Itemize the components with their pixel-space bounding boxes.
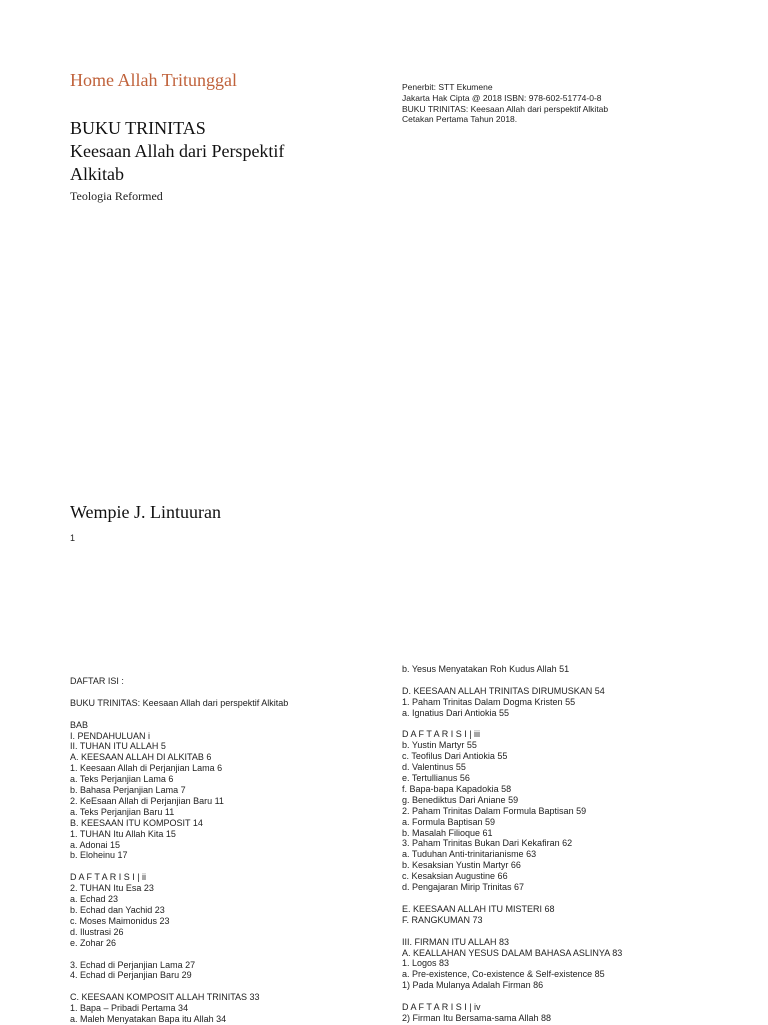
book-title-line: BUKU TRINITAS bbox=[70, 118, 206, 138]
toc-entry: g. Benediktus Dari Aniane 59 bbox=[402, 794, 519, 805]
publisher-line: BUKU TRINITAS: Keesaan Allah dari perspektif Alkitab bbox=[402, 103, 609, 114]
toc-entry: 3. Paham Trinitas Bukan Dari Kekafiran 62 bbox=[402, 838, 573, 849]
toc-entry: 2. TUHAN Itu Esa 23 bbox=[70, 883, 154, 894]
toc-entry: B. KEESAAN ITU KOMPOSIT 14 bbox=[70, 817, 203, 828]
toc-entry: D A F T A R I S I | iii bbox=[402, 729, 481, 740]
toc-entry: a. Pre-existence, Co-existence & Self-existence 85 bbox=[402, 969, 605, 980]
toc-entry: A. KEALLAHAN YESUS DALAM BAHASA ASLINYA 83 bbox=[402, 947, 623, 958]
toc-entry: a. Maleh Menyatakan Bapa itu Allah 34 bbox=[70, 1014, 227, 1025]
page-number: 1 bbox=[70, 533, 76, 543]
site-title[interactable]: Home Allah Tritunggal bbox=[70, 70, 238, 90]
toc-entry: BUKU TRINITAS: Keesaan Allah dari perspektif Alkitab bbox=[70, 697, 289, 708]
toc-entry: BAB bbox=[70, 719, 89, 730]
toc-spacer bbox=[70, 949, 370, 960]
toc-entry: 1. Logos 83 bbox=[402, 958, 450, 969]
toc-spacer bbox=[70, 687, 370, 698]
book-subtitle: Teologia Reformed bbox=[70, 189, 163, 203]
toc-entry: c. Kesaksian Augustine 66 bbox=[402, 871, 508, 882]
toc-entry: 2. Paham Trinitas Dalam Formula Baptisan 59 bbox=[402, 805, 587, 816]
toc-entry: b. Yustin Martyr 55 bbox=[402, 740, 477, 751]
toc-entry: D A F T A R I S I | iv bbox=[402, 1002, 481, 1013]
toc-entry: b. Masalah Filioque 61 bbox=[402, 827, 493, 838]
toc-entry: E. KEESAAN ALLAH ITU MISTERI 68 bbox=[402, 903, 555, 914]
toc-spacer bbox=[402, 893, 702, 904]
toc-entry: f. Bapa-bapa Kapadokia 58 bbox=[402, 783, 512, 794]
toc-entry: a. Teks Perjanjian Baru 11 bbox=[70, 806, 175, 817]
toc-entry: e. Zohar 26 bbox=[70, 937, 117, 948]
toc-entry: III. FIRMAN ITU ALLAH 83 bbox=[402, 936, 510, 947]
toc-spacer bbox=[402, 675, 702, 686]
toc-entry: a. Ignatius Dari Antiokia 55 bbox=[402, 707, 510, 718]
toc-entry: DAFTAR ISI : bbox=[70, 676, 124, 686]
toc-spacer bbox=[70, 709, 370, 720]
toc-entry: e. Tertullianus 56 bbox=[402, 773, 470, 784]
toc-spacer bbox=[70, 861, 370, 872]
toc-entry: 1. Bapa – Pribadi Pertama 34 bbox=[70, 1003, 189, 1014]
toc-entry: c. Teofilus Dari Antiokia 55 bbox=[402, 751, 508, 762]
toc-spacer bbox=[402, 719, 702, 730]
toc-entry: d. Ilustrasi 26 bbox=[70, 926, 124, 937]
toc-entry: I. PENDAHULUAN i bbox=[70, 730, 151, 741]
toc-entry: D. KEESAAN ALLAH TRINITAS DIRUMUSKAN 54 bbox=[402, 685, 605, 696]
toc-entry: A. KEESAAN ALLAH DI ALKITAB 6 bbox=[70, 752, 212, 763]
toc-entry: b. Eloheinu 17 bbox=[70, 850, 128, 861]
publisher-line: Penerbit: STT Ekumene bbox=[402, 82, 493, 92]
toc-entry: b. Echad dan Yachid 23 bbox=[70, 904, 165, 915]
toc-entry: b. Bahasa Perjanjian Lama 7 bbox=[70, 785, 186, 796]
toc-entry: 4. Echad di Perjanjian Baru 29 bbox=[70, 970, 192, 981]
toc-entry: b. Kesaksian Yustin Martyr 66 bbox=[402, 860, 521, 871]
toc-entry: 2. KeEsaan Allah di Perjanjian Baru 11 bbox=[70, 795, 224, 806]
book-title-line: Alkitab bbox=[70, 164, 124, 184]
toc-entry: a. Tuduhan Anti-trinitarianisme 63 bbox=[402, 849, 537, 860]
toc-entry: 3. Echad di Perjanjian Lama 27 bbox=[70, 959, 196, 970]
author-name: Wempie J. Lintuuran bbox=[70, 502, 222, 522]
toc-entry: 1. Paham Trinitas Dalam Dogma Kristen 55 bbox=[402, 696, 576, 707]
toc-entry: 1) Pada Mulanya Adalah Firman 86 bbox=[402, 980, 544, 991]
toc-spacer bbox=[402, 991, 702, 1002]
toc-entry: a. Echad 23 bbox=[70, 894, 119, 905]
toc-entry: F. RANGKUMAN 73 bbox=[402, 914, 483, 925]
toc-left-column bbox=[70, 676, 370, 1025]
toc-entry: b. Yesus Menyatakan Roh Kudus Allah 51 bbox=[402, 664, 570, 674]
toc-entry: D A F T A R I S I | ii bbox=[70, 872, 147, 883]
toc-entry: 1. Keesaan Allah di Perjanjian Lama 6 bbox=[70, 763, 223, 774]
toc-entry: 1. TUHAN Itu Allah Kita 15 bbox=[70, 828, 176, 839]
book-title-line: Keesaan Allah dari Perspektif bbox=[70, 141, 285, 161]
toc-entry: 2) Firman Itu Bersama-sama Allah 88 bbox=[402, 1012, 552, 1023]
toc-spacer bbox=[70, 981, 370, 992]
publisher-line: Jakarta Hak Cipta @ 2018 ISBN: 978-602-51774-0-8 bbox=[402, 92, 602, 103]
publisher-line: Cetakan Pertama Tahun 2018. bbox=[402, 114, 518, 125]
toc-entry: a. Teks Perjanjian Lama 6 bbox=[70, 774, 174, 785]
publisher-info bbox=[402, 82, 608, 125]
toc-entry: II. TUHAN ITU ALLAH 5 bbox=[70, 741, 166, 752]
toc-entry: d. Valentinus 55 bbox=[402, 762, 466, 773]
toc-entry: C. KEESAAN KOMPOSIT ALLAH TRINITAS 33 bbox=[70, 992, 260, 1003]
toc-entry: c. Moses Maimonidus 23 bbox=[70, 915, 170, 926]
toc-spacer bbox=[402, 926, 702, 937]
toc-entry: a. Adonai 15 bbox=[70, 839, 121, 850]
toc-entry: a. Formula Baptisan 59 bbox=[402, 816, 496, 827]
toc-right-column bbox=[402, 664, 702, 1024]
toc-entry: d. Pengajaran Mirip Trinitas 67 bbox=[402, 882, 525, 893]
book-title bbox=[70, 117, 284, 186]
